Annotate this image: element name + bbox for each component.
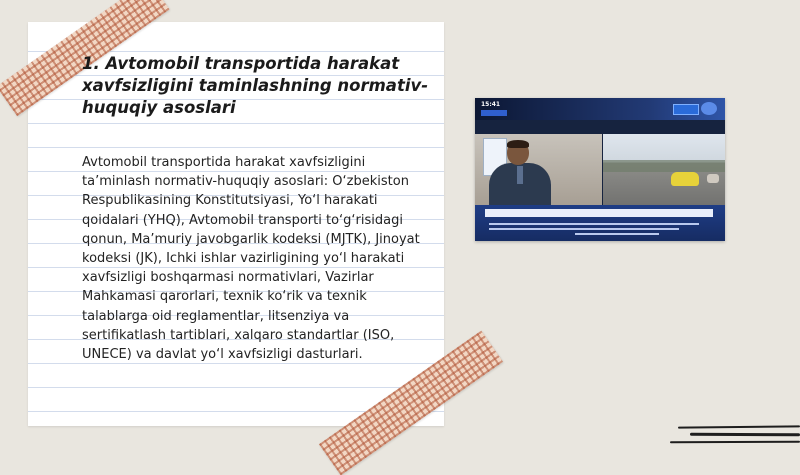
speaker-tie-shape [517,166,523,184]
grey-car-shape [707,174,719,183]
speaker-hair-shape [507,140,529,148]
pen-stroke-line [670,441,800,443]
news-caption-line [489,228,679,230]
news-caption-line [575,233,659,235]
news-clock: 15:41 [481,101,501,108]
yellow-car-shape [671,172,699,186]
channel-logo-icon [673,104,699,115]
channel-emblem-icon [701,102,717,115]
slide-title: 1. Avtomobil transportida harakat xavfsizligini taminlashning normativ-huquqiy asoslari [82,54,429,117]
roadside-trees-shape [603,160,725,172]
news-caption-line [489,223,699,225]
news-channel-badge [481,110,507,116]
news-video-thumbnail[interactable] [475,98,725,241]
slide-body-text: Avtomobil transportida harakat xavfsizligini ta’minlash normativ-huquqiy asoslari: O‘zbekiston Respublikasining Konstitutsiyasi, Yo‘l harakati qoidalari (YHQ), Avtomobil transporti to‘g‘risidagi qonun, Ma’muriy javobgarlik kodeksi (MJTK), Jinoyat kodeksi (JK), Ichki ishlar vazirligining yo‘l harakati xavfsizligi boshqarmasi normativlari, Vazirlar Mahkamasi qarorlari, texnik ko‘rik va texnik talablarga oid reglamentlar, litsenziya va sertifikatlash tartiblari, xalqaro standartlar (ISO, UNECE) va davlat yo‘l xavfsizligi dasturlari. [82,155,420,363]
pen-stroke-line [690,433,800,437]
pen-stroke-line [678,425,800,428]
news-headline-strip [485,209,713,217]
